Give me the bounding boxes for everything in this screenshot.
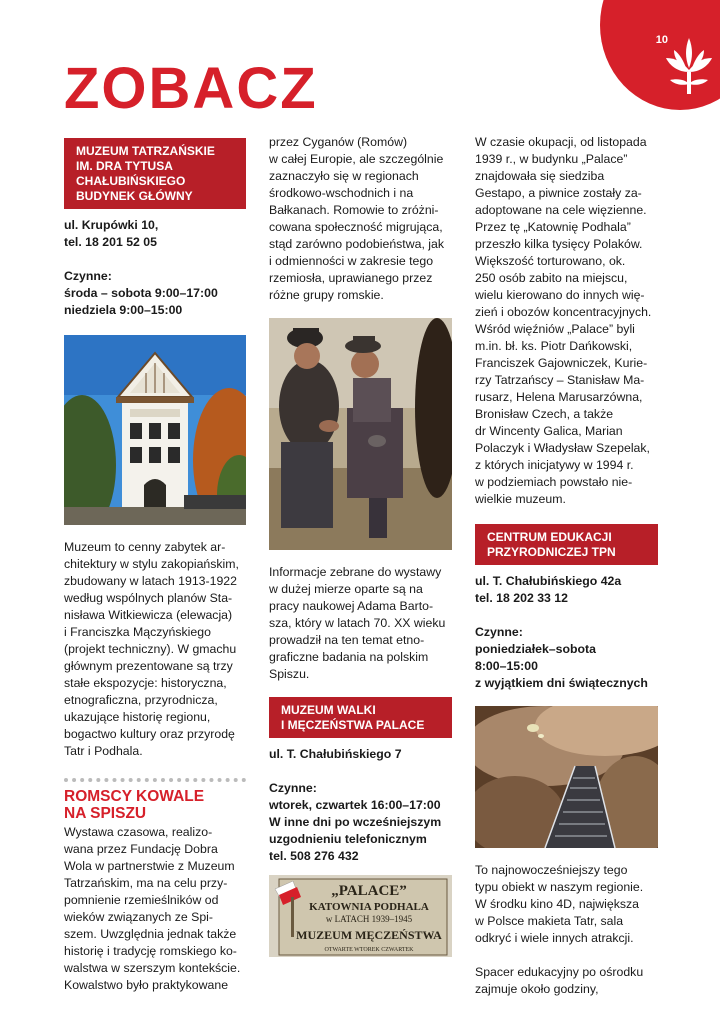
- hours-label: Czynne:: [475, 625, 523, 639]
- sign-title: „PALACE”: [331, 883, 407, 899]
- text-line: walstwa w szerszym kontekście.: [64, 961, 241, 975]
- text-line: przeszło kilka tysięcy Polaków.: [475, 237, 643, 251]
- hours-line: poniedziałek–sobota: [475, 642, 596, 656]
- text-line: W czasie okupacji, od listopada: [475, 135, 647, 149]
- sign-line: w LATACH 1939–1945: [325, 914, 413, 924]
- text-line: typu obiekt w naszym regionie.: [475, 880, 644, 894]
- address-line: ul. T. Chałubińskiego 42a: [475, 574, 622, 588]
- phone-line: tel. 18 202 33 12: [475, 591, 568, 605]
- hours-line: z wyjątkiem dni świątecznych: [475, 676, 648, 690]
- text-line: pomnienie rzemieślników od: [64, 893, 219, 907]
- text-line: odkryć i wiele innych atrakcji.: [475, 931, 634, 945]
- address-line: ul. Krupówki 10,: [64, 218, 159, 232]
- subheading: ROMSCY KOWALE: [64, 788, 205, 805]
- text-line: Tatr i Podhala.: [64, 744, 143, 758]
- text-line: w Polsce makieta Tatr, sala: [475, 914, 624, 928]
- text-line: (projekt techniczny). W gmachu: [64, 642, 237, 656]
- text-line: znajdowała się siedziba: [475, 169, 605, 183]
- text-line: Informacje zebrane do wystawy: [269, 565, 442, 579]
- body-text-informacje: [269, 564, 452, 683]
- text-line: w podziemiach powstało nie-: [475, 475, 633, 489]
- hours-line: wtorek, czwartek 16:00–17:00: [269, 798, 441, 812]
- text-line: według wspólnych planów Sta-: [64, 591, 233, 605]
- text-line: i Franciszka Mączyńskiego: [64, 625, 211, 639]
- page-number: 10: [655, 34, 668, 46]
- text-line: Przez tę „Katownię Podhala”: [475, 220, 631, 234]
- text-line: wana przez Fundację Dobra: [64, 842, 218, 856]
- text-line: zień i obozów koncentracyjnych.: [475, 305, 652, 319]
- text-line: etnograficzna, przyrodnicza,: [64, 693, 218, 707]
- palace-sign-photo: [269, 875, 452, 957]
- text-line: rzemiosła, uprawianego przez: [269, 271, 433, 285]
- sign-line: OTWARTE WTOREK CZWARTEK: [324, 947, 414, 953]
- text-line: zbudowany w latach 1913-1922: [64, 574, 237, 588]
- text-line: Polaczyk i Władysław Szepelak,: [475, 441, 650, 455]
- page-title: ZOBACZ: [64, 56, 318, 121]
- text-line: chitektury w stylu zakopiańskim,: [64, 557, 239, 571]
- header-line: BUDYNEK GŁÓWNY: [76, 189, 193, 203]
- sign-line: KATOWNIA PODHALA: [309, 901, 429, 913]
- header-line: PRZYRODNICZEJ TPN: [487, 545, 616, 559]
- body-text-centrum: [475, 862, 658, 947]
- section-header-centrum-edukacji: [475, 524, 658, 565]
- text-line: przez Cyganów (Romów): [269, 135, 408, 149]
- text-line: 1939 r., w budynku „Palace”: [475, 152, 628, 166]
- hours-label: Czynne:: [64, 269, 112, 283]
- text-line: Spiszu.: [269, 667, 310, 681]
- text-line: Bronisław Czech, a także: [475, 407, 614, 421]
- text-line: sza, który w latach 70. XX wieku: [269, 616, 446, 630]
- header-line: CHAŁUBIŃSKIEGO: [76, 174, 186, 188]
- text-line: pracy naukowej Adama Barto-: [269, 599, 434, 613]
- text-line: zajmuje około godziny,: [475, 982, 599, 996]
- blacksmiths-photo: [269, 318, 452, 550]
- text-line: 250 osób zabito na miejscu,: [475, 271, 628, 285]
- hours-label: Czynne:: [269, 781, 317, 795]
- text-line: nisława Witkiewicza (elewacja): [64, 608, 233, 622]
- text-line: cowana społeczność migrująca,: [269, 220, 443, 234]
- text-line: adoptowane na cele więzienne.: [475, 203, 647, 217]
- text-line: dr Wincenty Galica, Marian: [475, 424, 623, 438]
- phone-line: tel. 508 276 432: [269, 849, 359, 863]
- text-line: bogactwo kultury oraz przyrodę: [64, 727, 235, 741]
- text-line: rzy Tatrzańscy – Stanisław Ma-: [475, 373, 645, 387]
- text-line: prowadził na ten temat etno-: [269, 633, 425, 647]
- text-line: graficzne badania na polskim: [269, 650, 429, 664]
- body-text-spacer: [475, 964, 658, 998]
- hours-line: uzgodnieniu telefonicznym: [269, 832, 427, 846]
- cave-exhibit-photo: [475, 706, 658, 848]
- text-line: głównym prezentowane są trzy: [64, 659, 233, 673]
- header-line: I MĘCZEŃSTWA PALACE: [281, 718, 425, 732]
- sign-line: MUZEUM MĘCZEŃSTWA: [296, 928, 442, 942]
- text-line: Gestapo, a piwnice zostały za-: [475, 186, 642, 200]
- text-line: w dużej mierze oparte są na: [269, 582, 423, 596]
- header-line: IM. DRA TYTUSA: [76, 159, 173, 173]
- museum-building-photo: [64, 335, 246, 525]
- text-line: Wśród więźniów „Palace” byli: [475, 322, 635, 336]
- text-line: historię i tradycję romskiego ko-: [64, 944, 237, 958]
- column-3: [475, 134, 658, 998]
- text-line: Wola w partnerstwie z Muzeum: [64, 859, 235, 873]
- text-line: środkowo-wschodnich i na: [269, 186, 414, 200]
- header-line: CENTRUM EDUKACJI: [487, 530, 612, 544]
- text-line: wielu kierowano do innych wię-: [475, 288, 645, 302]
- text-line: Wystawa czasowa, realizo-: [64, 825, 213, 839]
- subheading: NA SPISZU: [64, 805, 147, 822]
- body-text-museum: [64, 539, 246, 760]
- section-header-muzeum-tatrzanskie: [64, 138, 246, 209]
- text-line: m.in. bł. ks. Piotr Dańkowski,: [475, 339, 633, 353]
- text-line: wieków związanych ze Spi-: [64, 910, 213, 924]
- header-line: MUZEUM TATRZAŃSKIE: [76, 144, 215, 158]
- phone-line: tel. 18 201 52 05: [64, 235, 157, 249]
- text-line: szem. Uwzględnia jednak także: [64, 927, 237, 941]
- text-line: z których inicjatywy w 1994 r.: [475, 458, 634, 472]
- text-line: Muzeum to cenny zabytek ar-: [64, 540, 226, 554]
- text-line: To najnowocześniejszy tego: [475, 863, 628, 877]
- column-2: [269, 134, 452, 957]
- text-line: W środku kino 4D, największa: [475, 897, 640, 911]
- hours-line: W inne dni po wcześniejszym: [269, 815, 442, 829]
- text-line: rusarz, Helena Marusarzówna,: [475, 390, 643, 404]
- text-line: Tatrzańskim, ma na celu przy-: [64, 876, 228, 890]
- hours-line: niedziela 9:00–15:00: [64, 303, 183, 317]
- header-line: MUZEUM WALKI: [281, 703, 376, 717]
- column-1: [64, 138, 246, 994]
- text-line: Większość torturowano, ok.: [475, 254, 626, 268]
- text-line: Spacer edukacyjny po ośrodku: [475, 965, 644, 979]
- body-text-romscy: [64, 824, 246, 994]
- text-line: Franciszek Gajowniczek, Kurie-: [475, 356, 648, 370]
- text-line: i odmienności w zakresie tego: [269, 254, 434, 268]
- section-header-muzeum-walki: [269, 697, 452, 738]
- text-line: Bałkanach. Romowie to zróżni-: [269, 203, 439, 217]
- text-line: stąd zarówno podobieństwa, jak: [269, 237, 444, 251]
- text-line: stałe ekspozycje: historyczna,: [64, 676, 227, 690]
- body-text-okupacja: [475, 134, 658, 508]
- body-text-cyganie: [269, 134, 452, 304]
- text-line: różne grupy romskie.: [269, 288, 384, 302]
- hours-line: środa – sobota 9:00–17:00: [64, 286, 218, 300]
- text-line: ukazujące historię regionu,: [64, 710, 211, 724]
- hours-line: 8:00–15:00: [475, 659, 538, 673]
- text-line: wielkie muzeum.: [475, 492, 566, 506]
- text-line: Kowalstwo było praktykowane: [64, 978, 229, 992]
- text-line: zaznaczyło się w regionach: [269, 169, 419, 183]
- mountain-flower-icon: [662, 36, 716, 98]
- text-line: w całej Europie, ale szczególnie: [269, 152, 444, 166]
- address-line: ul. T. Chałubińskiego 7: [269, 747, 402, 761]
